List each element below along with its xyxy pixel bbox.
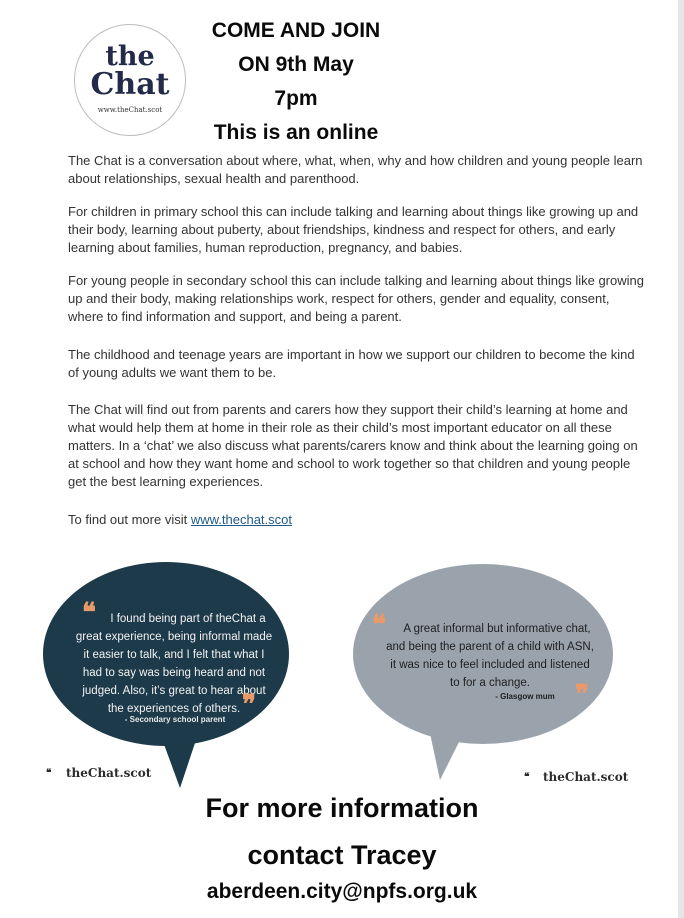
logo-url: www.theChat.scot [97,106,163,114]
footer-more-information: For more information [205,793,479,823]
quote-text-secondary-parent: I found being part of theChat a great experience, being informal made it easier to talk, and I felt that what I had to say was being heard and not judged. Also, it’s great to hear about the experiences of others. [75,613,273,715]
close-quote-icon: ❞ [242,690,256,720]
speech-bubbles-icon: ❝ [46,768,52,779]
brand-label-right: theChat.scot [543,770,629,784]
quote-text-glasgow-mum: A great informal but informative chat, and being the parent of a child with ASN, it was nice to feel included and listened to for a change. [386,623,594,689]
quote-attribution-glasgow-mum: - Glasgow mum [495,692,555,701]
speech-bubbles-icon: ❝ [524,772,530,783]
brand-label-left: theChat.scot [66,766,152,780]
body-paragraph-the-chat: The Chat will find out from parents and carers how they support their child’s learning at home and what would help them at home in their role as their child’s most important educator on all these matters. In a ‘chat’ we also discuss what parents/carers know and think about the learning going on at school and how they want home and school to work together so that children and young people get the best learning experiences. [68,402,638,489]
footer-contact-name: contact Tracey [247,840,437,870]
headline-line-3: 7pm [274,87,318,110]
body-paragraph-primary: For children in primary school this can include talking and learning about things like growing up and their body, learning about puberty, about friendships, kindness and respect for others, and early learning about families, human reproduction, pregnancy, and babies. [68,204,639,255]
headline-line-1: COME AND JOIN [211,19,381,42]
page-edge [678,0,684,918]
body-paragraph-childhood: The childhood and teenage years are important in how we support our children to become the kind of young adults we want them to be. [68,347,635,380]
body-paragraph-secondary: For young people in secondary school this can include talking and learning about things like growing up and their body, making relationships work, respect for others, gender and equality, consent, where to find information and support, and being a parent. [68,273,644,324]
quote-attribution-secondary-parent: - Secondary school parent [124,715,226,724]
footer-email[interactable]: aberdeen.city@npfs.org.uk [206,880,478,903]
open-quote-icon: ❝ [372,610,386,640]
logo-word-the: the [105,41,155,72]
open-quote-icon: ❝ [82,598,96,628]
body-paragraph-intro: The Chat is a conversation about where, what, when, why and how children and young people learn about relationships, sexual health and parenthood. [68,153,643,186]
find-out-more-label: To find out more visit [68,512,191,527]
close-quote-icon: ❞ [575,680,589,710]
website-link[interactable]: www.thechat.scot [190,512,292,527]
logo-word-chat: Chat [90,67,170,102]
headline-line-2: ON 9th May [238,53,354,76]
headline-line-4: This is an online [213,121,379,144]
